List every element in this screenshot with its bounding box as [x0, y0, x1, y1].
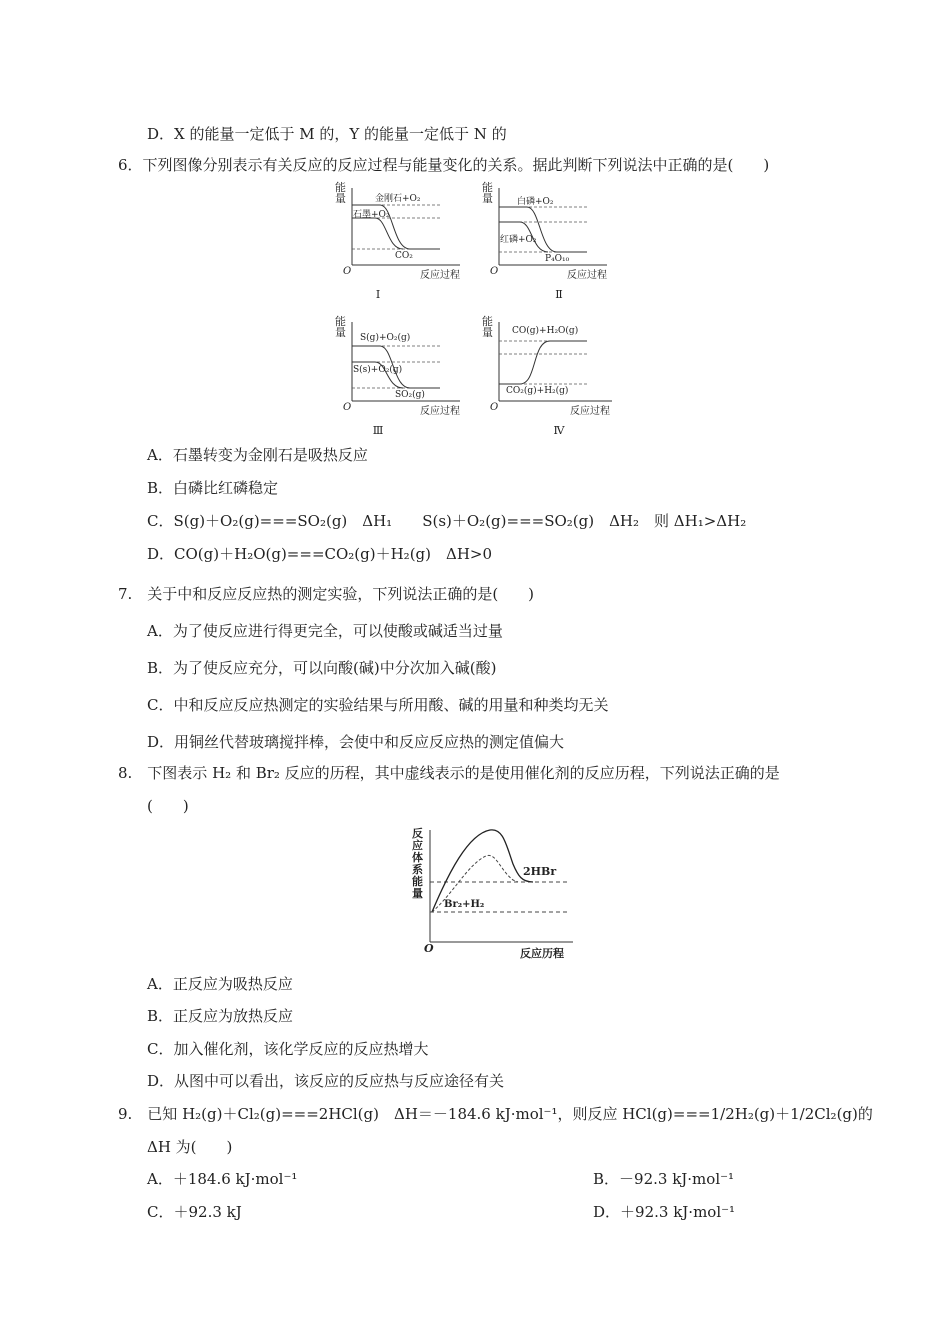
label-top: CO(g)+H₂O(g)	[512, 326, 579, 336]
q6-figure-I	[335, 180, 465, 300]
q6-figure-III	[335, 314, 465, 439]
label-top: 白磷+O₂	[517, 197, 554, 207]
q7-option-b: B．为了使反应充分，可以向酸(碱)中分次加入碱(酸)	[147, 659, 497, 677]
label-bottom: CO₂	[395, 251, 413, 261]
q8-option-a: A．正反应为吸热反应	[147, 975, 293, 993]
label-top: S(g)+O₂(g)	[360, 333, 411, 343]
label-mid: 红磷+O₂	[500, 235, 537, 245]
y-label: 能量	[482, 181, 493, 205]
q8-stem-line2: ( )	[147, 797, 189, 815]
q6-stem: 6．下列图像分别表示有关反应的反应过程与能量变化的关系。据此判断下列说法中正确的是( )	[118, 156, 770, 174]
x-label: 反应过程	[570, 406, 610, 417]
origin-label: O	[343, 266, 352, 277]
x-label: 反应过程	[420, 270, 460, 281]
q9-stem-line2: ΔH 为( )	[147, 1138, 233, 1156]
q8-figure	[408, 824, 578, 964]
q8-stem-line1: 8. 下图表示 H₂ 和 Br₂ 反应的历程，其中虚线表示的是使用催化剂的反应历程，下列说法正确的是	[118, 764, 780, 782]
label-bottom: P₄O₁₀	[545, 254, 570, 264]
origin-label: O	[424, 942, 434, 955]
y-label: 能量	[335, 181, 346, 205]
q6-option-b: B．白磷比红磷稳定	[147, 479, 279, 497]
y-label: 能量	[335, 315, 346, 339]
q9-option-a: A．＋184.6 kJ·mol⁻¹	[147, 1170, 298, 1188]
q7-option-a: A．为了使反应进行得更完全，可以使酸或碱适当过量	[147, 622, 503, 640]
x-label: 反应历程	[520, 947, 564, 960]
q6-option-d: D．CO(g)＋H₂O(g)===CO₂(g)＋H₂(g) ΔH>0	[147, 545, 493, 563]
q7-option-c: C．中和反应反应热测定的实验结果与所用酸、碱的用量和种类均无关	[147, 696, 609, 714]
origin-label: O	[490, 402, 499, 413]
reactant-label: Br₂+H₂	[444, 899, 485, 910]
caption: Ⅳ	[553, 424, 565, 437]
label-top: 金刚石+O₂	[375, 194, 421, 204]
label-mid: 石墨+O₂	[353, 210, 390, 220]
q8-option-d: D．从图中可以看出，该反应的反应热与反应途径有关	[147, 1072, 505, 1090]
q9-option-b: B．－92.3 kJ·mol⁻¹	[593, 1170, 735, 1188]
product-label: 2HBr	[523, 865, 557, 878]
q6-figure-IV	[482, 314, 617, 439]
label-bottom: CO₂(g)+H₂(g)	[506, 386, 569, 396]
q6-figure-II	[482, 180, 612, 300]
prev-option-d: D．X 的能量一定低于 M 的，Y 的能量一定低于 N 的	[147, 125, 507, 143]
x-label: 反应过程	[567, 270, 607, 281]
q8-option-b: B．正反应为放热反应	[147, 1007, 294, 1025]
q8-option-c: C．加入催化剂，该化学反应的反应热增大	[147, 1040, 429, 1058]
q7-option-d: D．用铜丝代替玻璃搅拌棒，会使中和反应反应热的测定值偏大	[147, 733, 565, 751]
q9-stem-line1: 9. 已知 H₂(g)＋Cl₂(g)===2HCl(g) ΔH＝－184.6 kJ·mol⁻¹，则反应 HCl(g)===1/2H₂(g)＋1/2Cl₂(g)的	[118, 1105, 873, 1123]
q6-option-a: A．石墨转变为金刚石是吸热反应	[147, 446, 368, 464]
caption: Ⅲ	[372, 424, 384, 437]
origin-label: O	[343, 402, 352, 413]
y-label: 能量	[482, 315, 493, 339]
caption: Ⅰ	[375, 288, 381, 301]
label-mid: S(s)+O₂(g)	[353, 365, 403, 375]
q9-option-d: D．＋92.3 kJ·mol⁻¹	[593, 1203, 736, 1221]
q6-option-c: C．S(g)＋O₂(g)===SO₂(g) ΔH₁ S(s)＋O₂(g)===SO₂(g) ΔH₂ 则 ΔH₁>ΔH₂	[147, 512, 747, 530]
x-label: 反应过程	[420, 406, 460, 417]
origin-label: O	[490, 266, 499, 277]
q7-stem: 7. 关于中和反应反应热的测定实验，下列说法正确的是( )	[118, 585, 535, 603]
y-label: 反应体系能量	[412, 827, 423, 900]
q9-option-c: C．＋92.3 kJ	[147, 1203, 242, 1221]
caption: Ⅱ	[555, 288, 563, 301]
label-bottom: SO₂(g)	[395, 390, 425, 400]
